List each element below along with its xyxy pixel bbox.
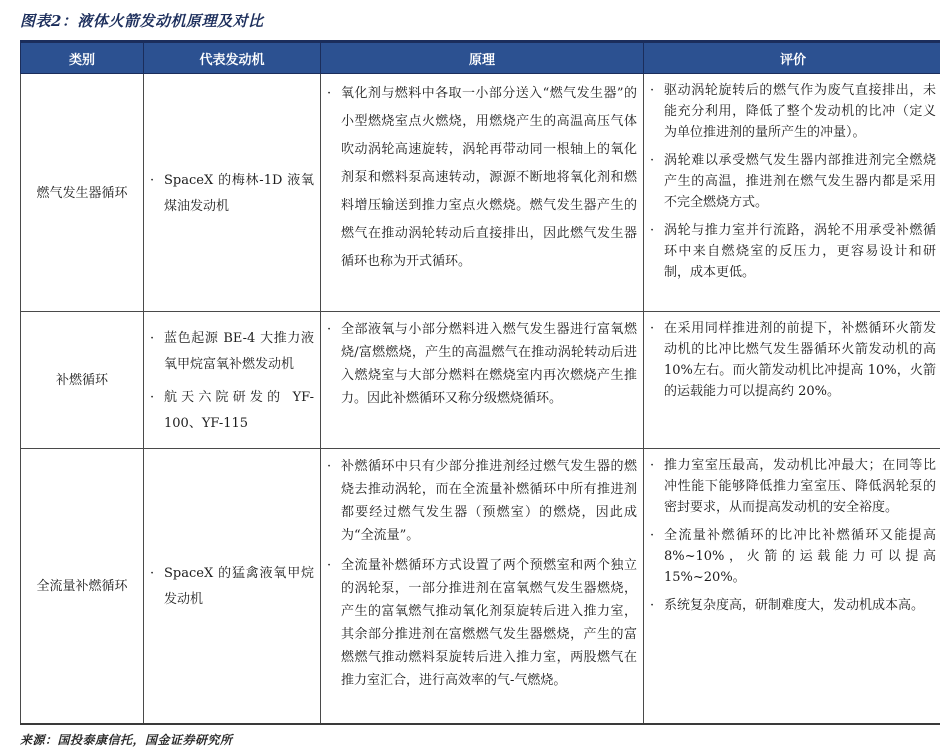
category-cell: 燃气发生器循环 (21, 74, 144, 312)
list-item (327, 455, 637, 547)
evaluation-text: 全流量补燃循环的比冲比补燃循环又能提高 8%~10%，火箭的运载能力可以提高 15%~20%。 (664, 525, 936, 588)
col-header-evaluation: 评价 (644, 42, 940, 74)
col-header-category: 类别 (21, 42, 144, 74)
engine-text: SpaceX 的梅林-1D 液氧煤油发动机 (164, 168, 314, 220)
list-item (650, 150, 936, 213)
list-item (150, 561, 314, 613)
bullet-icon: · (327, 318, 341, 410)
list-item (650, 525, 936, 588)
bullet-icon: · (327, 554, 341, 692)
table-row-staged-combustion-cycle (21, 312, 940, 449)
evaluation-text: 系统复杂度高，研制难度大，发动机成本高。 (664, 595, 936, 616)
evaluation-text: 在采用同样推进剂的前提下，补燃循环火箭发动机的比冲比燃气发生器循环火箭发动机的高 10%左右。而火箭发动机比冲提高 10%，火箭的运载能力可以提高约 20%。 (664, 318, 936, 402)
bullet-icon: · (650, 80, 664, 143)
engine-text: 航天六院研发的 YF-100、YF-115 (164, 385, 314, 437)
bullet-icon: · (650, 455, 664, 518)
engine-cell (144, 312, 321, 449)
list-item (327, 80, 637, 276)
principle-cell (321, 312, 644, 449)
table-header (21, 42, 940, 74)
list-item (327, 318, 637, 410)
evaluation-cell (644, 449, 940, 724)
evaluation-text: 涡轮难以承受燃气发生器内部推进剂完全燃烧产生的高温，推进剂在燃气发生器内都是采用不完全燃烧方式。 (664, 150, 936, 213)
principle-text: 全流量补燃循环方式设置了两个预燃室和两个独立的涡轮泵，一部分推进剂在富氧燃气发生器燃烧，产生的富氧燃气推动氧化剂泵旋转后进入推力室，其余部分推进剂在富燃燃气发生器燃烧，产生的富燃燃气推动燃料泵旋转后进入推力室，两股燃气在推力室汇合，进行高效率的气-气燃烧。 (341, 554, 637, 692)
bullet-icon: · (650, 220, 664, 283)
engine-text: 蓝色起源 BE-4 大推力液氧甲烷富氧补燃发动机 (164, 326, 314, 378)
bullet-icon: · (150, 561, 164, 613)
bullet-icon: · (650, 318, 664, 402)
list-item (327, 554, 637, 692)
category-cell: 全流量补燃循环 (21, 449, 144, 724)
principle-text: 全部液氧与小部分燃料进入燃气发生器进行富氧燃烧/富燃燃烧，产生的高温燃气在推动涡轮转动后进入燃烧室与大部分燃料在燃烧室内再次燃烧产生推力。因此补燃循环又称分级燃烧循环。 (341, 318, 637, 410)
list-item (650, 318, 936, 402)
list-item (150, 326, 314, 378)
list-item (150, 385, 314, 437)
engine-cell (144, 449, 321, 724)
principle-text: 氧化剂与燃料中各取一小部分送入“燃气发生器”的小型燃烧室点火燃烧，用燃烧产生的高温高压气体吹动涡轮高速旋转，涡轮再带动同一根轴上的氧化剂泵和燃料泵高速转动，源源不断地将氧化剂和燃料增压输送到推力室点火燃烧。燃气发生器产生的燃气在推动涡轮转动后直接排出，因此燃气发生器循环也称为开式循环。 (341, 80, 637, 276)
col-header-principle: 原理 (321, 42, 644, 74)
bullet-icon: · (327, 455, 341, 547)
evaluation-cell (644, 312, 940, 449)
list-item (150, 168, 314, 220)
evaluation-text: 推力室室压最高，发动机比冲最大；在同等比冲性能下能够降低推力室室压、降低涡轮泵的密封要求，从而提高发动机的安全裕度。 (664, 455, 936, 518)
figure-title: 图表2：液体火箭发动机原理及对比 (20, 10, 922, 31)
table-row-gas-generator-cycle (21, 74, 940, 312)
evaluation-text: 驱动涡轮旋转后的燃气作为废气直接排出，未能充分利用，降低了整个发动机的比冲（定义为单位推进剂的量所产生的冲量）。 (664, 80, 936, 143)
col-header-engine: 代表发动机 (144, 42, 321, 74)
engine-comparison-table (20, 40, 940, 725)
evaluation-cell (644, 74, 940, 312)
source-note: 来源：国投泰康信托，国金证券研究所 (20, 731, 922, 748)
bullet-icon: · (150, 385, 164, 437)
table-row-full-flow-staged-combustion-cycle (21, 449, 940, 724)
engine-text: SpaceX 的猛禽液氧甲烷发动机 (164, 561, 314, 613)
list-item (650, 455, 936, 518)
bullet-icon: · (327, 80, 341, 276)
bullet-icon: · (650, 525, 664, 588)
evaluation-text: 涡轮与推力室并行流路，涡轮不用承受补燃循环中来自燃烧室的反压力，更容易设计和研制，成本更低。 (664, 220, 936, 283)
engine-cell (144, 74, 321, 312)
list-item (650, 80, 936, 143)
bullet-icon: · (650, 595, 664, 616)
principle-text: 补燃循环中只有少部分推进剂经过燃气发生器的燃烧去推动涡轮，而在全流量补燃循环中所有推进剂都要经过燃气发生器（预燃室）的燃烧，因此成为“全流量”。 (341, 455, 637, 547)
bullet-icon: · (150, 168, 164, 220)
list-item (650, 220, 936, 283)
principle-cell (321, 449, 644, 724)
list-item (650, 595, 936, 616)
principle-cell (321, 74, 644, 312)
category-cell: 补燃循环 (21, 312, 144, 449)
bullet-icon: · (650, 150, 664, 213)
bullet-icon: · (150, 326, 164, 378)
